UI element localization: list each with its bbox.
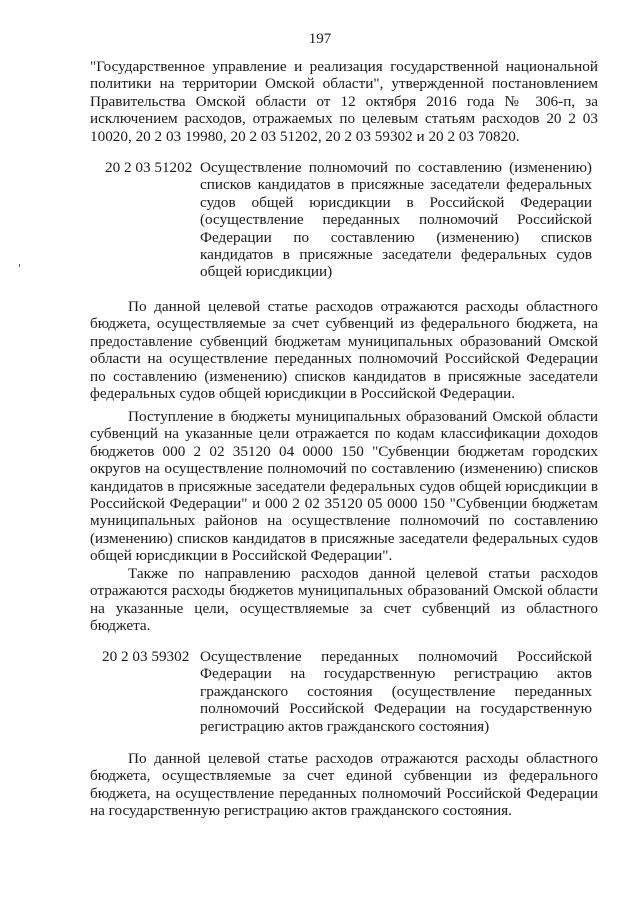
entry-title: Осуществление переданных полномочий Российской Федерации на государственную регистрацию актов гражданского состояния (осуществление переданных полномочий Российской Федерации на государственную регистрацию актов гражданского состояния) [200, 648, 592, 735]
intro-paragraph: "Государственное управление и реализация государственной национальной политики на территории Омской области", утвержденной постановлением Правительства Омской области от 12 октября 2016 года № 306-п, за исключением расходов, отражаемых по целевым статьям расходов 20 2 03 10020, 20 2 03 19980, 20 2 03 51202, 20 2 03 59302 и 20 2 03 70820. [90, 58, 598, 145]
entry-code: 20 2 03 59302 [102, 648, 190, 665]
page-number: 197 [308, 31, 332, 47]
entry-title: Осуществление полномочий по составлению (изменению) списков кандидатов в присяжные заседатели федеральных судов общей юрисдикции в Российской Федерации (осуществление переданных полномочий Российской Федерации по составлению (изменению) списков кандидатов в присяжные заседатели федеральных судов общей юрисдикции) [200, 159, 592, 281]
scan-mark [19, 264, 20, 267]
body-paragraph: По данной целевой статье расходов отражаются расходы областного бюджета, осуществляемые за счет единой субвенции из федерального бюджета, на осуществление переданных полномочий Российской Федерации на государственную регистрацию актов гражданского состояния. [90, 750, 598, 820]
body-paragraph: Также по направлению расходов данной целевой статьи расходов отражаются расходы бюджетов муниципальных образований Омской области на указанные цели, осуществляемые за счет субвенций из областного бюджета. [90, 565, 598, 635]
body-paragraph: Поступление в бюджеты муниципальных образований Омской области субвенций на указанные цели отражается по кодам классификации доходов бюджетов 000 2 02 35120 04 0000 150 "Субвенции бюджетам городских округов на осуществление полномочий по составлению (изменению) списков кандидатов в присяжные заседатели федеральных судов общей юрисдикции в Российской Федерации" и 000 2 02 35120 05 0000 150 "Субвенции бюджетам муниципальных районов на осуществление полномочий по составлению (изменению) списков кандидатов в присяжные заседатели федеральных судов общей юрисдикции в Российской Федерации". [90, 408, 598, 565]
entry-code: 20 2 03 51202 [105, 159, 193, 176]
body-paragraph: По данной целевой статье расходов отражаются расходы областного бюджета, осуществляемые за счет субвенций из федерального бюджета, на предоставление субвенций бюджетам муниципальных образований Омской области на осуществление переданных полномочий Российской Федерации по составлению (изменению) списков кандидатов в присяжные заседатели федеральных судов общей юрисдикции в Российской Федерации. [90, 298, 598, 403]
